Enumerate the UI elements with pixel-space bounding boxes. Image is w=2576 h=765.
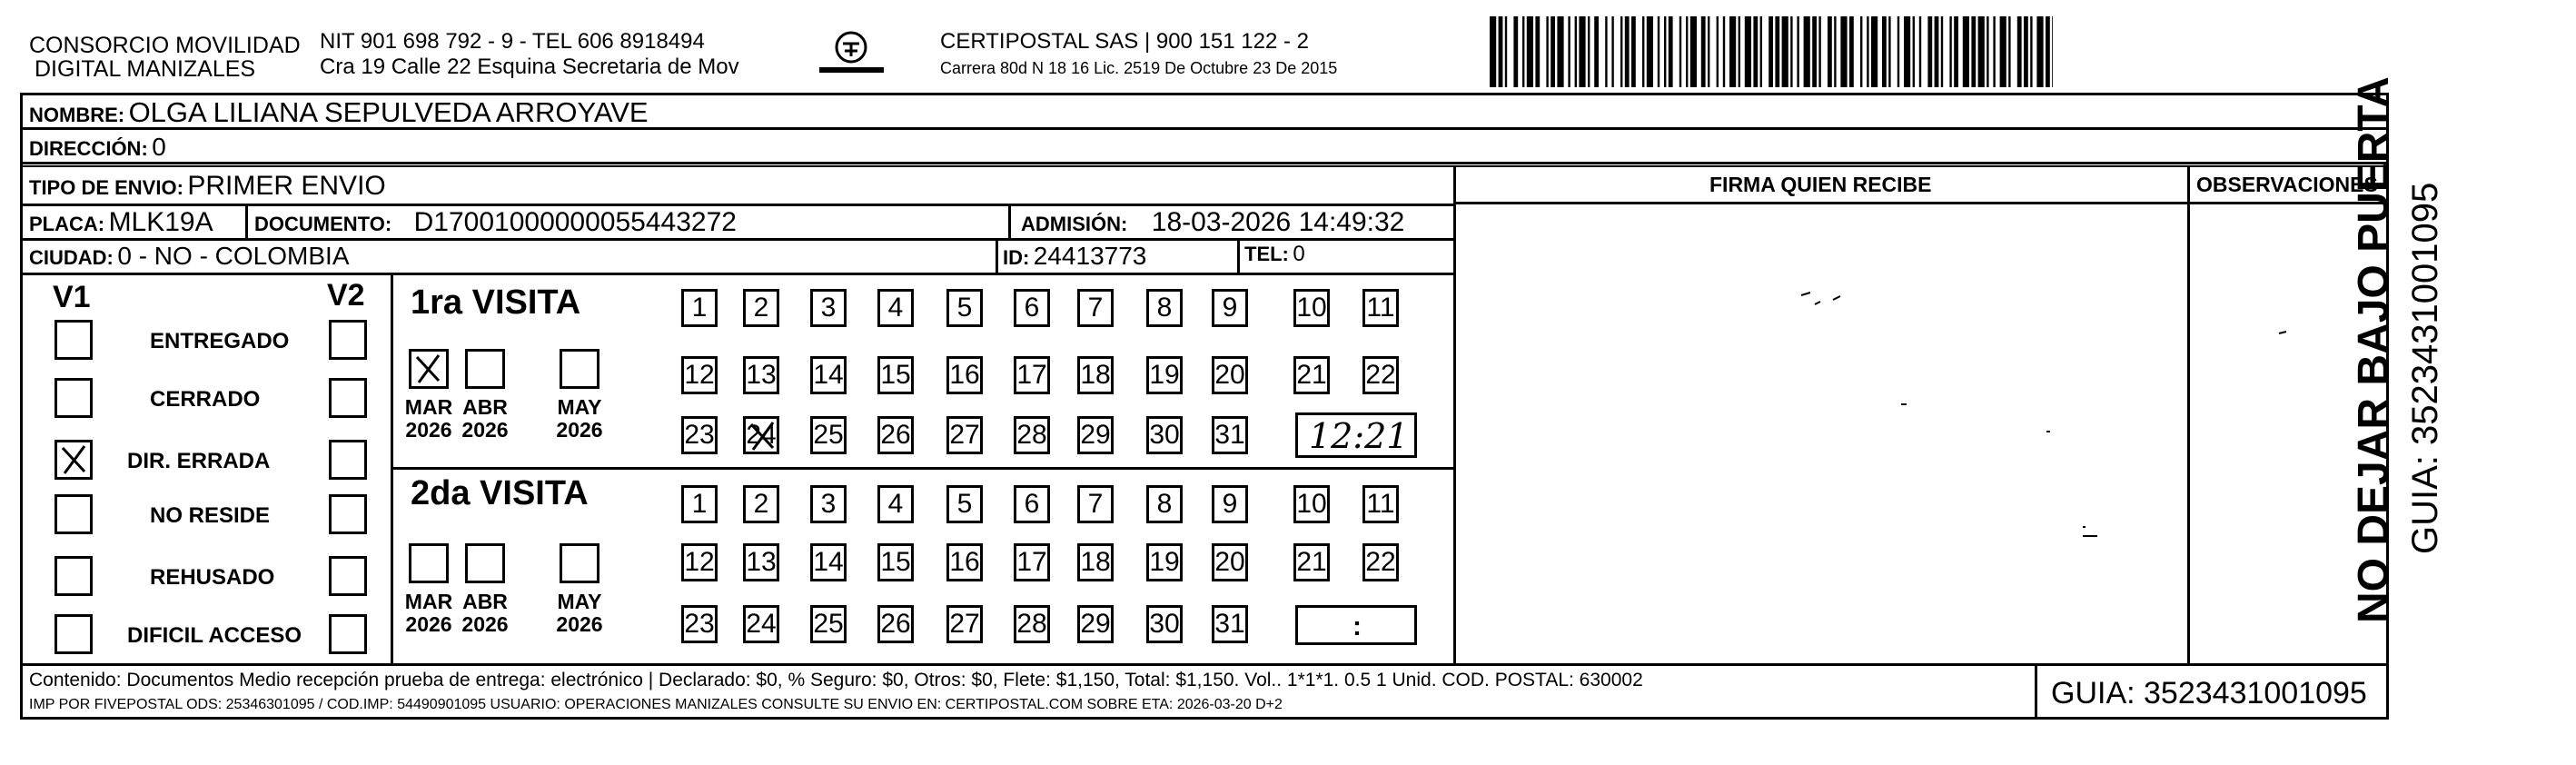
barcode-bar — [2046, 16, 2050, 87]
barcode-bar — [1797, 16, 1798, 87]
barcode-bar — [1658, 16, 1660, 87]
visit1-day-box[interactable]: 18 — [1077, 356, 1114, 394]
admision-value: 18-03-2026 14:49:32 — [1151, 207, 1405, 237]
barcode-bar — [1913, 16, 1915, 87]
barcode-bar — [1505, 16, 1507, 87]
tel-label: TEL: — [1244, 243, 1289, 265]
barcode-bar — [2030, 16, 2032, 87]
visit2-day-box[interactable]: 18 — [1077, 543, 1114, 581]
sender-address: Cra 19 Calle 22 Esquina Secretaria de Mov — [320, 55, 739, 79]
footer-print-info: IMP POR FIVEPOSTAL ODS: 25346301095 / COD.IMP: 54490901095 USUARIO: OPERACIONES MANIZALES CONSULTE SU ENVIO EN: CERTIPOSTAL.COM SOBRE ETA: 2026-03-20 D+2 — [29, 697, 1283, 712]
status-option-label: ENTREGADO — [150, 329, 290, 353]
barcode-bar — [1860, 16, 1862, 87]
barcode-bar — [1527, 16, 1533, 87]
v2-header: V2 — [327, 278, 365, 313]
barcode-bar — [1867, 16, 1868, 87]
nombre-value: OLGA LILIANA SEPULVEDA ARROYAVE — [128, 96, 649, 128]
barcode-bar — [2052, 16, 2053, 87]
barcode-bar — [2036, 16, 2043, 87]
v2-checkbox[interactable] — [329, 378, 367, 418]
visit2-day-box[interactable]: 22 — [1362, 543, 1399, 581]
visit2-day-box[interactable]: 26 — [877, 605, 914, 643]
visit1-day-box[interactable]: 29 — [1077, 416, 1114, 454]
direccion-value: 0 — [152, 133, 166, 161]
visit1-day-box[interactable]: 22 — [1362, 356, 1399, 394]
barcode-bar — [2017, 16, 2022, 87]
visit2-time: : — [1352, 611, 1362, 641]
observaciones-column-header: OBSERVACIONES — [2196, 173, 2378, 196]
barcode-bar — [1840, 16, 1847, 87]
visit2-day-box[interactable]: 25 — [810, 605, 847, 643]
barcode-bar — [1941, 16, 1943, 87]
barcode-bar — [1679, 16, 1681, 87]
visit2-day-box[interactable]: 2 — [743, 485, 779, 523]
barcode-bar — [1804, 16, 1810, 87]
visit2-day-box[interactable]: 7 — [1077, 485, 1114, 523]
firma-column-header: FIRMA QUIEN RECIBE — [1709, 173, 1932, 196]
barcode-bar — [1579, 16, 1585, 87]
barcode-bar — [1978, 16, 1985, 87]
side-warning-text: NO DEJAR BAJO PUERTA — [2350, 76, 2398, 623]
placa-field — [29, 209, 213, 236]
visit1-month-checkbox[interactable] — [560, 349, 599, 389]
visit1-day-box[interactable]: 15 — [877, 356, 914, 394]
barcode-bar — [1535, 16, 1540, 87]
visit1-day-box[interactable]: 8 — [1146, 289, 1183, 327]
admision-label: ADMISIÓN: — [1021, 213, 1128, 235]
visit2-month-label: MAY 2026 — [556, 590, 603, 637]
nombre-label: NOMBRE: — [29, 104, 125, 126]
barcode-bar — [1647, 16, 1653, 87]
barcode-bar — [1882, 16, 1887, 87]
v2-checkbox[interactable] — [329, 320, 367, 360]
visit2-day-box[interactable]: 27 — [946, 605, 983, 643]
barcode-bar — [1828, 16, 1832, 87]
visit2-day-box[interactable]: 31 — [1212, 605, 1248, 643]
visit2-day-box[interactable]: 13 — [743, 543, 779, 581]
visit2-day-box[interactable]: 10 — [1293, 485, 1330, 523]
ciudad-field — [29, 243, 350, 269]
documento-value: D17001000000055443272 — [413, 207, 737, 237]
visit1-day-box[interactable]: 28 — [1014, 416, 1050, 454]
nombre-field — [29, 98, 649, 126]
barcode-bar — [1993, 16, 1995, 87]
visit1-time-box[interactable] — [1295, 412, 1417, 458]
visit1-day-box[interactable]: 5 — [946, 289, 983, 327]
barcode-bar — [1935, 16, 1939, 87]
v1-checkbox[interactable] — [54, 440, 93, 480]
status-option-label: DIR. ERRADA — [127, 449, 271, 473]
barcode-bar — [1642, 16, 1644, 87]
placa-label: PLACA: — [29, 213, 105, 235]
visit2-day-box[interactable]: 29 — [1077, 605, 1114, 643]
visit2-day-box[interactable]: 1 — [681, 485, 718, 523]
admision-field — [1021, 209, 1404, 236]
visit1-day-box[interactable]: 6 — [1014, 289, 1050, 327]
barcode-bar — [1611, 16, 1613, 87]
barcode-bar — [1690, 16, 1697, 87]
visit2-day-box[interactable]: 16 — [946, 543, 983, 581]
visit2-day-box[interactable]: 12 — [681, 543, 718, 581]
visit2-day-box[interactable]: 6 — [1014, 485, 1050, 523]
company-name-line1: CONSORCIO MOVILIDAD — [29, 33, 301, 58]
visit1-month-label: ABR 2026 — [461, 395, 509, 442]
barcode-bar — [1499, 16, 1503, 87]
barcode-bar — [1927, 16, 1932, 87]
visit1-day-box[interactable]: 23 — [681, 416, 718, 454]
placa-value: MLK19A — [108, 207, 213, 237]
status-option-label: NO RESIDE — [150, 503, 271, 528]
visit1-day-box[interactable]: 9 — [1212, 289, 1248, 327]
visit2-day-box[interactable]: 20 — [1212, 543, 1248, 581]
signature-area — [1456, 204, 2187, 663]
visit1-day-box[interactable]: 27 — [946, 416, 983, 454]
visit1-title: 1ra VISITA — [411, 283, 581, 322]
barcode-bar — [1620, 16, 1622, 87]
barcode — [1490, 16, 2053, 87]
barcode-bar — [1686, 16, 1688, 87]
visit1-day-box[interactable]: 17 — [1014, 356, 1050, 394]
visit2-day-box[interactable]: 9 — [1212, 485, 1248, 523]
barcode-bar — [1745, 16, 1751, 87]
visit1-day-box[interactable]: 11 — [1362, 289, 1399, 327]
barcode-bar — [1849, 16, 1854, 87]
barcode-bar — [1588, 16, 1590, 87]
visit1-day-box[interactable]: 20 — [1212, 356, 1248, 394]
visit2-month-checkbox[interactable] — [465, 543, 505, 583]
barcode-bar — [1753, 16, 1758, 87]
visit1-day-box[interactable]: 1 — [681, 289, 718, 327]
barcode-bar — [1664, 16, 1666, 87]
barcode-bar — [1669, 16, 1673, 87]
barcode-bar — [1919, 16, 1921, 87]
barcode-bar — [1701, 16, 1706, 87]
barcode-bar — [1557, 16, 1563, 87]
barcode-bar — [1818, 16, 1820, 87]
barcode-bar — [1729, 16, 1736, 87]
barcode-bar — [1775, 16, 1779, 87]
footer-contents: Contenido: Documentos Medio recepción prueba de entrega: electrónico | Declarado: $0, % Seguro: $0, Otros: $0, Flete: $1,150, Total: $1,150. Vol.. 1*1*1. 0.5 1 Unid. COD. POSTAL: 630002 — [29, 670, 1643, 690]
visit1-day-box[interactable]: 4 — [877, 289, 914, 327]
visit2-month-checkbox[interactable] — [409, 543, 449, 583]
v1-checkbox[interactable] — [54, 614, 93, 654]
barcode-bar — [1954, 16, 1958, 87]
visit1-day-box[interactable]: 31 — [1212, 416, 1248, 454]
id-value: 24413773 — [1033, 242, 1147, 270]
visit1-day-box[interactable]: 26 — [877, 416, 914, 454]
barcode-bar — [1790, 16, 1792, 87]
barcode-bar — [1812, 16, 1817, 87]
direccion-label: DIRECCIÓN: — [29, 137, 148, 160]
barcode-bar — [1708, 16, 1709, 87]
barcode-bar — [1490, 16, 1496, 87]
barcode-bar — [1897, 16, 1899, 87]
visit1-month-label: MAY 2026 — [556, 395, 603, 442]
visit1-day-box[interactable]: 2 — [743, 289, 779, 327]
carrier-address: Carrera 80d N 18 16 Lic. 2519 De Octubre 23 De 2015 — [940, 59, 1338, 77]
v2-checkbox[interactable] — [329, 556, 367, 596]
visit2-day-box[interactable]: 14 — [810, 543, 847, 581]
visit2-month-label: ABR 2026 — [461, 590, 509, 637]
visit2-time-box[interactable] — [1295, 605, 1417, 645]
visit1-day-box[interactable]: 16 — [946, 356, 983, 394]
tel-value: 0 — [1293, 242, 1305, 266]
ciudad-label: CIUDAD: — [29, 246, 114, 269]
barcode-bar — [1769, 16, 1773, 87]
visit2-day-box[interactable]: 24 — [743, 605, 779, 643]
visit2-day-box[interactable]: 28 — [1014, 605, 1050, 643]
barcode-bar — [1522, 16, 1524, 87]
barcode-bar — [1871, 16, 1878, 87]
barcode-bar — [2000, 16, 2006, 87]
visit1-month-checkbox[interactable] — [465, 349, 505, 389]
barcode-bar — [1834, 16, 1836, 87]
barcode-bar — [1575, 16, 1577, 87]
barcode-bar — [1782, 16, 1788, 87]
status-option-label: CERRADO — [150, 387, 261, 412]
visit1-time: 12:21 — [1309, 416, 1409, 456]
tipo-envio-field — [29, 173, 386, 200]
visit1-day-box[interactable]: 24 — [743, 416, 779, 454]
tipo-envio-value: PRIMER ENVIO — [187, 171, 386, 201]
visit1-day-box[interactable]: 30 — [1146, 416, 1183, 454]
v1-checkbox[interactable] — [54, 494, 93, 534]
barcode-bar — [1971, 16, 1976, 87]
certipostal-logo — [808, 27, 895, 82]
visit2-day-box[interactable]: 11 — [1362, 485, 1399, 523]
barcode-bar — [1739, 16, 1740, 87]
v1-checkbox[interactable] — [54, 320, 93, 360]
visit1-day-box[interactable]: 10 — [1293, 289, 1330, 327]
barcode-bar — [1546, 16, 1548, 87]
company-name-line2: DIGITAL MANIZALES — [35, 56, 256, 82]
direccion-field — [29, 134, 166, 160]
visit1-day-box[interactable]: 19 — [1146, 356, 1183, 394]
visit2-day-box[interactable]: 21 — [1293, 543, 1330, 581]
visit1-day-box[interactable]: 3 — [810, 289, 847, 327]
tel-field — [1244, 243, 1305, 265]
visit1-day-box[interactable]: 14 — [810, 356, 847, 394]
barcode-bar — [1568, 16, 1570, 87]
visit1-day-box[interactable]: 25 — [810, 416, 847, 454]
visit2-day-box[interactable]: 30 — [1146, 605, 1183, 643]
status-option-label: REHUSADO — [150, 565, 275, 590]
id-label: ID: — [1003, 246, 1030, 269]
barcode-bar — [1904, 16, 1910, 87]
status-option-label: DIFICIL ACCESO — [127, 623, 302, 648]
barcode-bar — [1888, 16, 1890, 87]
visit2-day-box[interactable]: 4 — [877, 485, 914, 523]
carrier-name: CERTIPOSTAL SAS | 900 151 122 - 2 — [940, 29, 1309, 54]
visit2-day-box[interactable]: 15 — [877, 543, 914, 581]
visit2-day-box[interactable]: 19 — [1146, 543, 1183, 581]
barcode-bar — [1760, 16, 1762, 87]
visit1-day-box[interactable]: 12 — [681, 356, 718, 394]
side-guia-text: GUIA: 3523431001095 — [2405, 182, 2445, 554]
visit2-day-box[interactable]: 3 — [810, 485, 847, 523]
visit2-month-label: MAR 2026 — [404, 590, 453, 637]
v1-checkbox[interactable] — [54, 378, 93, 418]
barcode-bar — [1717, 16, 1719, 87]
v1-checkbox[interactable] — [54, 556, 93, 596]
barcode-bar — [1605, 16, 1607, 87]
visit2-day-box[interactable]: 23 — [681, 605, 718, 643]
barcode-bar — [1631, 16, 1636, 87]
barcode-bar — [1513, 16, 1518, 87]
v2-checkbox[interactable] — [329, 614, 367, 654]
visit1-day-box[interactable]: 21 — [1293, 356, 1330, 394]
documento-label: DOCUMENTO: — [254, 213, 392, 235]
v2-checkbox[interactable] — [329, 494, 367, 534]
documento-field — [254, 209, 737, 236]
barcode-bar — [1963, 16, 1969, 87]
visit1-day-box[interactable]: 13 — [743, 356, 779, 394]
visit2-title: 2da VISITA — [411, 474, 589, 512]
nit-line: NIT 901 698 792 - 9 - TEL 606 8918494 — [320, 29, 705, 54]
visit2-day-box[interactable]: 5 — [946, 485, 983, 523]
v1-header: V1 — [53, 280, 91, 314]
visit2-day-box[interactable]: 17 — [1014, 543, 1050, 581]
visit1-month-label: MAR 2026 — [404, 395, 453, 442]
barcode-bar — [1949, 16, 1951, 87]
barcode-bar — [1594, 16, 1599, 87]
v2-checkbox[interactable] — [329, 440, 367, 480]
visit2-month-checkbox[interactable] — [560, 543, 599, 583]
id-field — [1003, 243, 1146, 269]
barcode-bar — [1723, 16, 1725, 87]
barcode-bar — [1625, 16, 1630, 87]
tipo-envio-label: TIPO DE ENVIO: — [29, 176, 183, 199]
barcode-bar — [2024, 16, 2028, 87]
barcode-bar — [1986, 16, 1988, 87]
barcode-bar — [2008, 16, 2010, 87]
visit1-month-checkbox[interactable] — [409, 349, 449, 389]
visit2-day-box[interactable]: 8 — [1146, 485, 1183, 523]
footer-guia: GUIA: 3523431001095 — [2051, 676, 2367, 710]
visit1-day-box[interactable]: 7 — [1077, 289, 1114, 327]
ciudad-value: 0 - NO - COLOMBIA — [117, 242, 350, 270]
barcode-bar — [1551, 16, 1555, 87]
